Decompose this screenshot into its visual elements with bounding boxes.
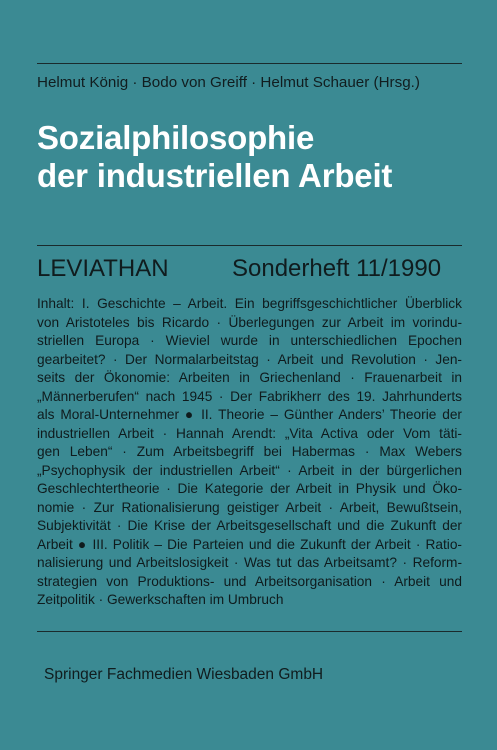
book-title	[37, 119, 477, 195]
contents-line: Zeitpolitik · Gewerkschaften im Umbruch	[37, 592, 284, 607]
contents-line: seits der Ökonomie: Arbeiten in Griechenland · Frauenarbeit in	[37, 370, 462, 385]
middle-divider	[37, 245, 462, 246]
contents-line: strategien von Produktions- und Arbeitsorganisation · Arbeit und	[37, 573, 462, 589]
title-line-2: der industriellen Arbeit	[37, 157, 393, 194]
top-divider	[37, 63, 462, 64]
contents-line: gen Leben“ · Zum Arbeitsbegriff bei Habermas · Max Webers	[37, 444, 462, 459]
contents-line: von Aristoteles bis Ricardo · Überlegungen zur Arbeit im vorindu-	[37, 314, 462, 330]
contents-line: „Psychophysik der industriellen Arbeit“ · Arbeit in der bürgerlichen	[37, 462, 462, 478]
bottom-divider	[37, 631, 462, 632]
title-line-1: Sozialphilosophie	[37, 119, 315, 156]
contents-line: nalisierung und Arbeitslosigkeit · Was tut das Arbeitsamt? · Reform-	[37, 555, 462, 570]
contents-line: striellen Europa · Wieviel wurde in unterschiedlichen Epochen	[37, 333, 462, 348]
contents-line: Arbeit ● III. Politik – Die Parteien und die Zukunft der Arbeit · Ratio-	[37, 536, 462, 552]
contents-line: Subjektivität · Die Krise der Arbeitsgesellschaft und die Zukunft der	[37, 518, 462, 533]
contents-block	[37, 295, 462, 610]
contents-line: als Moral-Unternehmer ● II. Theorie – Günther Anders’ Theorie der	[37, 407, 462, 422]
contents-line: Geschlechtertheorie · Die Kategorie der Arbeit in Physik und Öko-	[37, 481, 462, 496]
contents-line: „Männerberufen“ nach 1945 · Der Fabrikherr des 19. Jahrhunderts	[37, 388, 462, 404]
contents-line: Inhalt: I. Geschichte – Arbeit. Ein begriffsgeschichtlicher Überblick	[37, 296, 462, 311]
issue-label: Sonderheft 11/1990	[232, 255, 442, 282]
contents-line: industriellen Arbeit · Hannah Arendt: „Vita Activa oder Vom täti-	[37, 425, 462, 441]
series-name: LEVIATHAN	[37, 255, 169, 282]
editors-line: Helmut König · Bodo von Greiff · Helmut Schauer (Hrsg.)	[37, 74, 420, 91]
contents-line: gearbeitet? · Der Normalarbeitstag · Arbeit und Revolution · Jen-	[37, 351, 462, 367]
publisher-name: Springer Fachmedien Wiesbaden GmbH	[44, 666, 324, 683]
contents-line: nomie · Zur Rationalisierung geistiger Arbeit · Arbeit, Bewußtsein,	[37, 499, 462, 515]
